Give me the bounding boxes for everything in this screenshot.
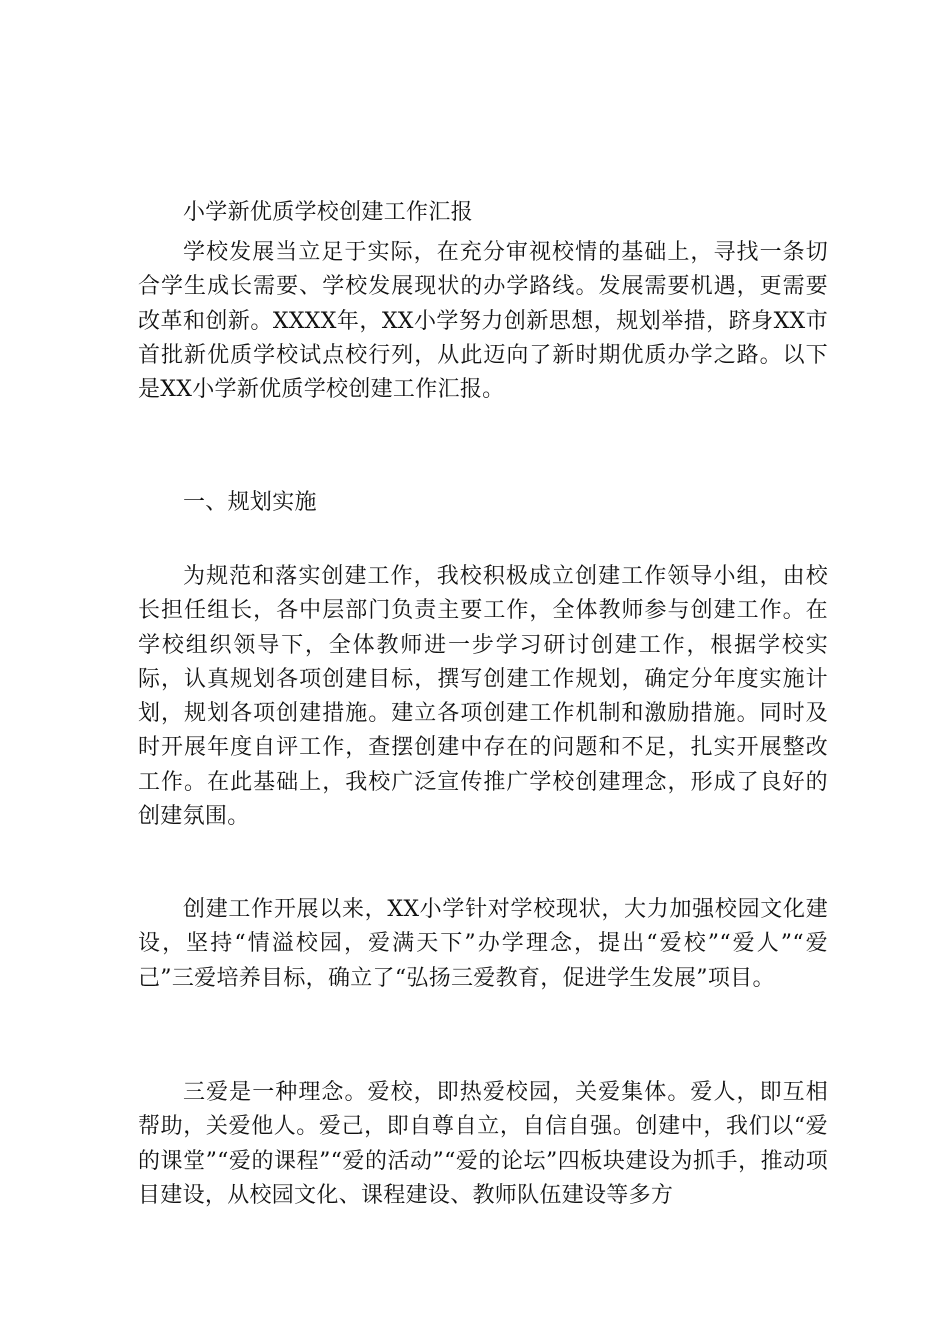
- document-title: 小学新优质学校创建工作汇报: [183, 200, 473, 225]
- paragraph-culture: 创建工作开展以来，XX小学针对学校现状，大力加强校园文化建设，坚持“情溢校园，爱满天下”办学理念，提出“爱校”“爱人”“爱己”三爱培养目标，确立了“弘扬三爱教育，促进学生发展”项目。: [138, 897, 828, 991]
- paragraph-intro: 学校发展当立足于实际，在充分审视校情的基础上，寻找一条切合学生成长需要、学校发展现状的办学路线。发展需要机遇，更需要改革和创新。XXXX年，XX小学努力创新思想，规划举措，跻身XX市首批新优质学校试点校行列，从此迈向了新时期优质办学之路。以下是XX小学新优质学校创建工作汇报。: [138, 240, 828, 403]
- section-heading-planning: 一、规划实施: [183, 490, 317, 515]
- paragraph-planning: 为规范和落实创建工作，我校积极成立创建工作领导小组，由校长担任组长，各中层部门负责主要工作，全体教师参与创建工作。在学校组织领导下，全体教师进一步学习研讨创建工作，根据学校实际，认真规划各项创建目标，撰写创建工作规划，确定分年度实施计划，规划各项创建措施。建立各项创建工作机制和激励措施。同时及时开展年度自评工作，查摆创建中存在的问题和不足，扎实开展整改工作。在此基础上，我校广泛宣传推广学校创建理念，形成了良好的创建氛围。: [138, 564, 828, 830]
- paragraph-three-loves: 三爱是一种理念。爱校，即热爱校园，关爱集体。爱人，即互相帮助，关爱他人。爱己，即自尊自立，自信自强。创建中，我们以“爱的课堂”“爱的课程”“爱的活动”“爱的论坛”四板块建设为抓手，推动项目建设，从校园文化、课程建设、教师队伍建设等多方: [138, 1080, 828, 1208]
